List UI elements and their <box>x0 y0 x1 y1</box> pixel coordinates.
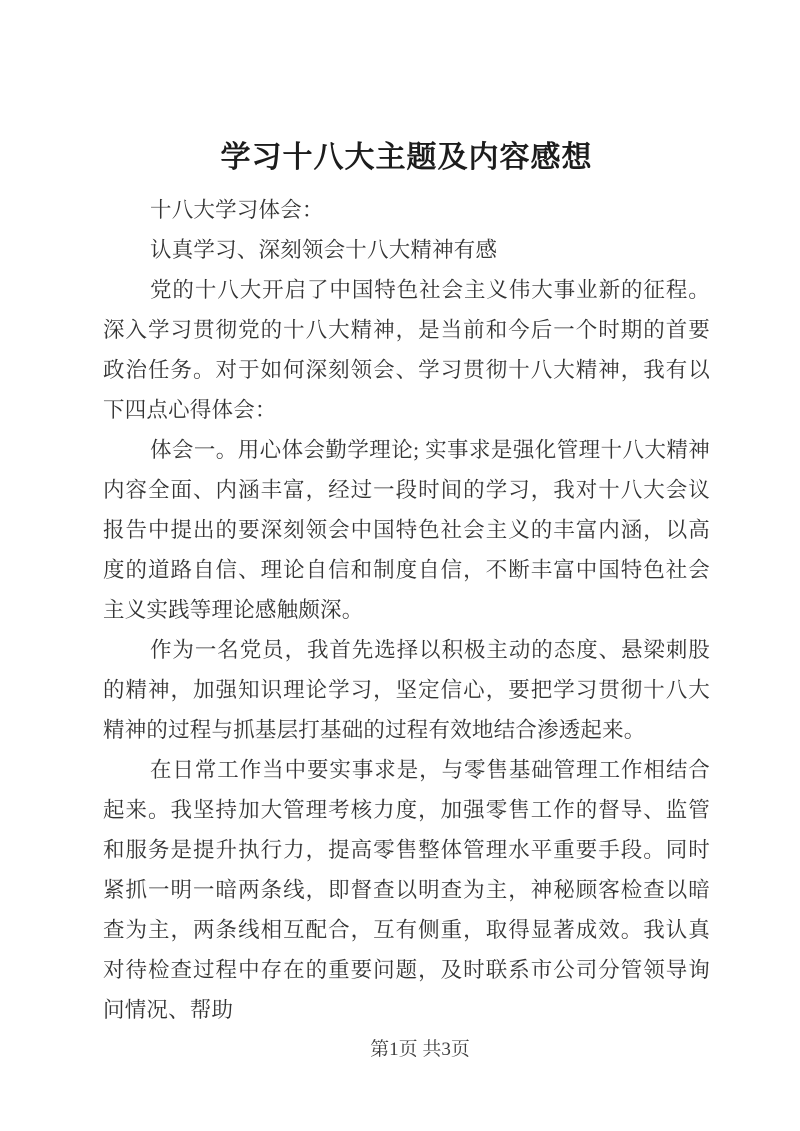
paragraph-study-note-heading: 十八大学习体会： <box>150 198 324 222</box>
paragraph-experience-one: 体会一。用心体会勤学理论; 实事求是强化管理十八大精神内容全面、内涵丰富，经过一段时间的学习，我对十八大会议报告中提出的要深刻领会中国特色社会主义的丰富内涵，以高度的道路自信、理论自信和制度自信，不断丰富中国特色社会主义实践等理论感触颇深。 <box>103 438 710 622</box>
page-footer <box>0 1038 800 1062</box>
paragraph-daily-work: 在日常工作当中要实事求是，与零售基础管理工作相结合起来。我坚持加大管理考核力度，加强零售工作的督导、监管和服务是提升执行力，提高零售整体管理水平重要手段。同时紧抓一明一暗两条线，即督查以明查为主，神秘顾客检查以暗查为主，两条线相互配合，互有侧重，取得显著成效。我认真对待检查过程中存在的重要问题，及时联系市公司分管领导询问情况、帮助 <box>103 758 710 1022</box>
paragraph-subtitle: 认真学习、深刻领会十八大精神有感 <box>150 238 498 262</box>
document-body <box>103 190 710 1030</box>
paragraph-intro: 党的十八大开启了中国特色社会主义伟大事业新的征程。深入学习贯彻党的十八大精神，是当前和今后一个时期的首要政治任务。对于如何深刻领会、学习贯彻十八大精神，我有以下四点心得体会： <box>103 278 710 422</box>
document-title: 学习十八大主题及内容感想 <box>220 141 593 174</box>
page-number-indicator: 第1页 共3页 <box>370 1039 470 1060</box>
paragraph-party-member: 作为一名党员，我首先选择以积极主动的态度、悬梁刺股的精神，加强知识理论学习，坚定信心，要把学习贯彻十八大精神的过程与抓基层打基础的过程有效地结合渗透起来。 <box>103 638 710 742</box>
